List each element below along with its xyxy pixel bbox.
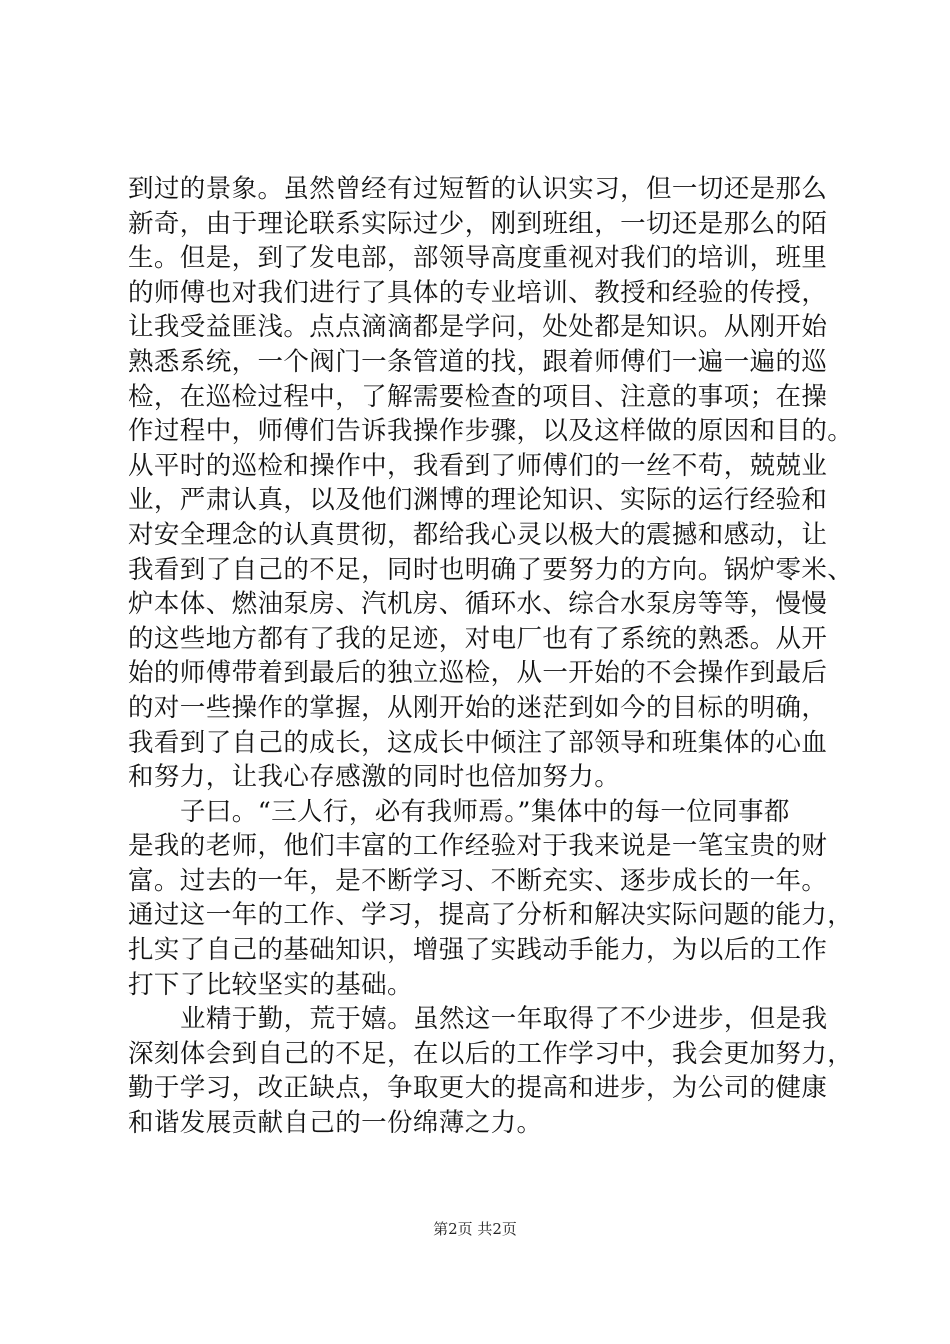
text-line: 勤于学习，改正缺点，争取更大的提高和进步，为公司的健康 xyxy=(128,1073,828,1104)
text-line: 我看到了自己的不足，同时也明确了要努力的方向。锅炉零米、 xyxy=(128,554,854,585)
text-line: 我看到了自己的成长，这成长中倾注了部领导和班集体的心血 xyxy=(128,727,828,758)
text-line: 检，在巡检过程中，了解需要检查的项目、注意的事项；在操 xyxy=(128,381,828,412)
text-line: 是我的老师，他们丰富的工作经验对于我来说是一笔宝贵的财 xyxy=(128,831,828,862)
text-line: 生。但是，到了发电部，部领导高度重视对我们的培训，班里 xyxy=(128,243,828,274)
text-line: 从平时的巡检和操作中，我看到了师傅们的一丝不苟，兢兢业 xyxy=(128,450,828,481)
text-line: 作过程中，师傅们告诉我操作步骤，以及这样做的原因和目的。 xyxy=(128,416,854,447)
text-line: 的师傅也对我们进行了具体的专业培训、教授和经验的传授， xyxy=(128,277,828,308)
text-line: 通过这一年的工作、学习，提高了分析和解决实际问题的能力， xyxy=(128,900,854,931)
text-line: 的对一些操作的掌握，从刚开始的迷茫到如今的目标的明确， xyxy=(128,692,828,723)
text-line: 子曰。“三人行，必有我师焉。”集体中的每一位同事都 xyxy=(180,796,790,827)
page-footer: 第2页 共2页 xyxy=(433,1220,517,1238)
text-line: 新奇，由于理论联系实际过少，刚到班组，一切还是那么的陌 xyxy=(128,208,828,239)
text-line: 炉本体、燃油泵房、汽机房、循环水、综合水泵房等等，慢慢 xyxy=(128,589,828,620)
text-line: 让我受益匪浅。点点滴滴都是学问，处处都是知识。从刚开始 xyxy=(128,312,828,343)
text-line: 打下了比较坚实的基础。 xyxy=(128,969,413,1000)
text-line: 业，严肃认真，以及他们渊博的理论知识、实际的运行经验和 xyxy=(128,485,828,516)
document-body xyxy=(128,172,854,1141)
text-line: 对安全理念的认真贯彻，都给我心灵以极大的震撼和感动，让 xyxy=(128,519,828,550)
text-line: 到过的景象。虽然曾经有过短暂的认识实习，但一切还是那么 xyxy=(128,174,828,204)
text-line: 富。过去的一年，是不断学习、不断充实、逐步成长的一年。 xyxy=(128,865,828,896)
text-line: 扎实了自己的基础知识，增强了实践动手能力，为以后的工作 xyxy=(128,935,828,966)
text-line: 始的师傅带着到最后的独立巡检，从一开始的不会操作到最后 xyxy=(128,658,828,689)
text-line: 和谐发展贡献自己的一份绵薄之力。 xyxy=(128,1108,543,1139)
text-line: 业精于勤，荒于嬉。虽然这一年取得了不少进步，但是我 xyxy=(180,1004,828,1035)
text-line: 的这些地方都有了我的足迹，对电厂也有了系统的熟悉。从开 xyxy=(128,623,828,654)
text-line: 和努力，让我心存感激的同时也倍加努力。 xyxy=(128,762,621,793)
text-line: 深刻体会到自己的不足，在以后的工作学习中，我会更加努力， xyxy=(128,1038,854,1069)
text-line: 熟悉系统，一个阀门一条管道的找，跟着师傅们一遍一遍的巡 xyxy=(128,346,828,377)
